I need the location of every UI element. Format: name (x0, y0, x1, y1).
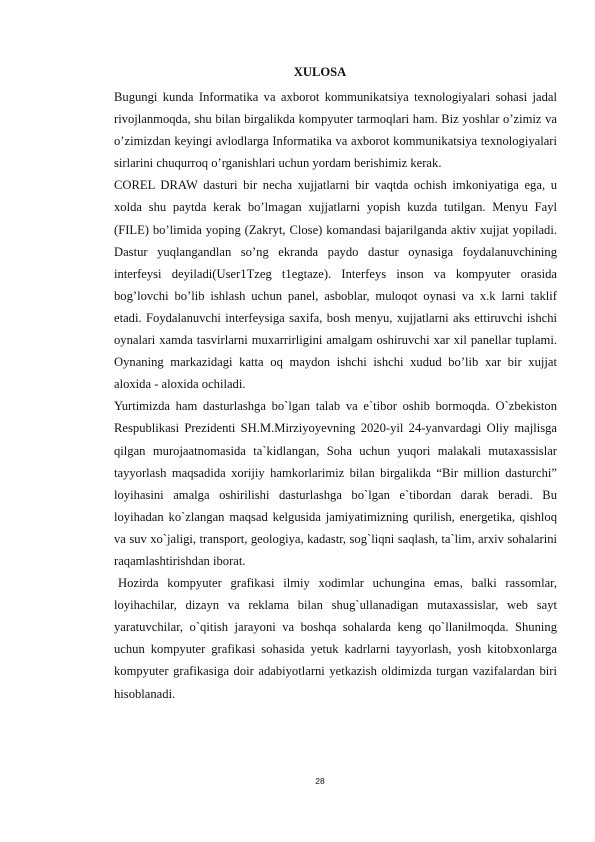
page-number: 28 (315, 776, 325, 786)
paragraph-1: Bugungi kunda Informatika va axborot kommunikatsiya texnologiyalari sohasi jadal rivojlanmoqda, shu bilan birgalikda kompyuter tarmoqlari ham. Biz yoshlar o’zimiz va o’zimizdan keyingi avlodlarga Informatika va axborot kommunikatsiya texnologiyalari sirlarini chuqurroq o’rganishlari uchun yordam berishimiz kerak. (114, 90, 557, 171)
paragraph-2: COREL DRAW dasturi bir necha xujjatlarni bir vaqtda ochish imkoniyatiga ega, u xolda shu paytda kerak bo’lmagan xujjatlarni yopish kuzda tutilgan. Menyu Fayl (FILE) bo’limida yoping (Zakryt, Close) komandasi bajarilganda aktiv xujjat yopiladi. Dastur yuqlangandlan so’ng ekranda paydo dastur oynasiga foydalanuvchining interfeysi deyiladi(User1Tzeg t1egtaze). Interfeys inson va kompyuter orasida bog’lovchi bo’lib ishlash uchun panel, asboblar, muloqot oynasi va x.k larni taklif etadi. Foydalanuvchi interfeysiga saxifa, bosh menyu, xujjatlarni aks ettiruvchi ishchi oynalari xamda tasvirlarni muxarrirligini amalgam oshiruvchi xar xil panellar tuplami. Oynaning markazidagi katta oq maydon ishchi ishchi xudud bo’lib xar bir xujjat aloxida - aloxida ochiladi. (114, 178, 557, 392)
paragraph-4: Hozirda kompyuter grafikasi ilmiy xodimlar uchungina emas, balki rassomlar, loyihachilar, dizayn va reklama bilan shug`ullanadigan mutaxassislar, web sayt yaratuvchilar, o`qitish jarayoni va boshqa sohalarda keng qo`llanilmoqda. Shuning uchun kompyuter grafikasi sohasida yetuk kadrlarni tayyorlash, yosh kitobxonlarga kompyuter grafikasiga doir adabiyotlarni yetkazish oldimizda turgan vazifalardan biri hisoblanadi. (114, 576, 557, 701)
body-text (114, 86, 557, 705)
paragraph-3: Yurtimizda ham dasturlashga bo`lgan talab va e`tibor oshib bormoqda. O`zbekiston Respublikasi Prezidenti SH.M.Mirziyoyevning 2020-yil 24-yanvardagi Oliy majlisga qilgan murojaatnomasida ta`kidlangan, Soha uchun yuqori malakali mutaxassislar tayyorlash maqsadida xorijiy hamkorlarimiz bilan birgalikda “Bir million dasturchi” loyihasini amalga oshirilishi dasturlashga bo`lgan e`tibordan darak beradi. Bu loyihadan ko`zlangan maqsad kelgusida jamiyatimizning qurilish, energetika, qishloq va suv xo`jaligi, transport, geologiya, kadastr, sog`liqni saqlash, ta`lim, arxiv sohalarini raqamlashtirishdan iborat. (114, 399, 557, 568)
page-title: XULOSA (293, 65, 347, 79)
